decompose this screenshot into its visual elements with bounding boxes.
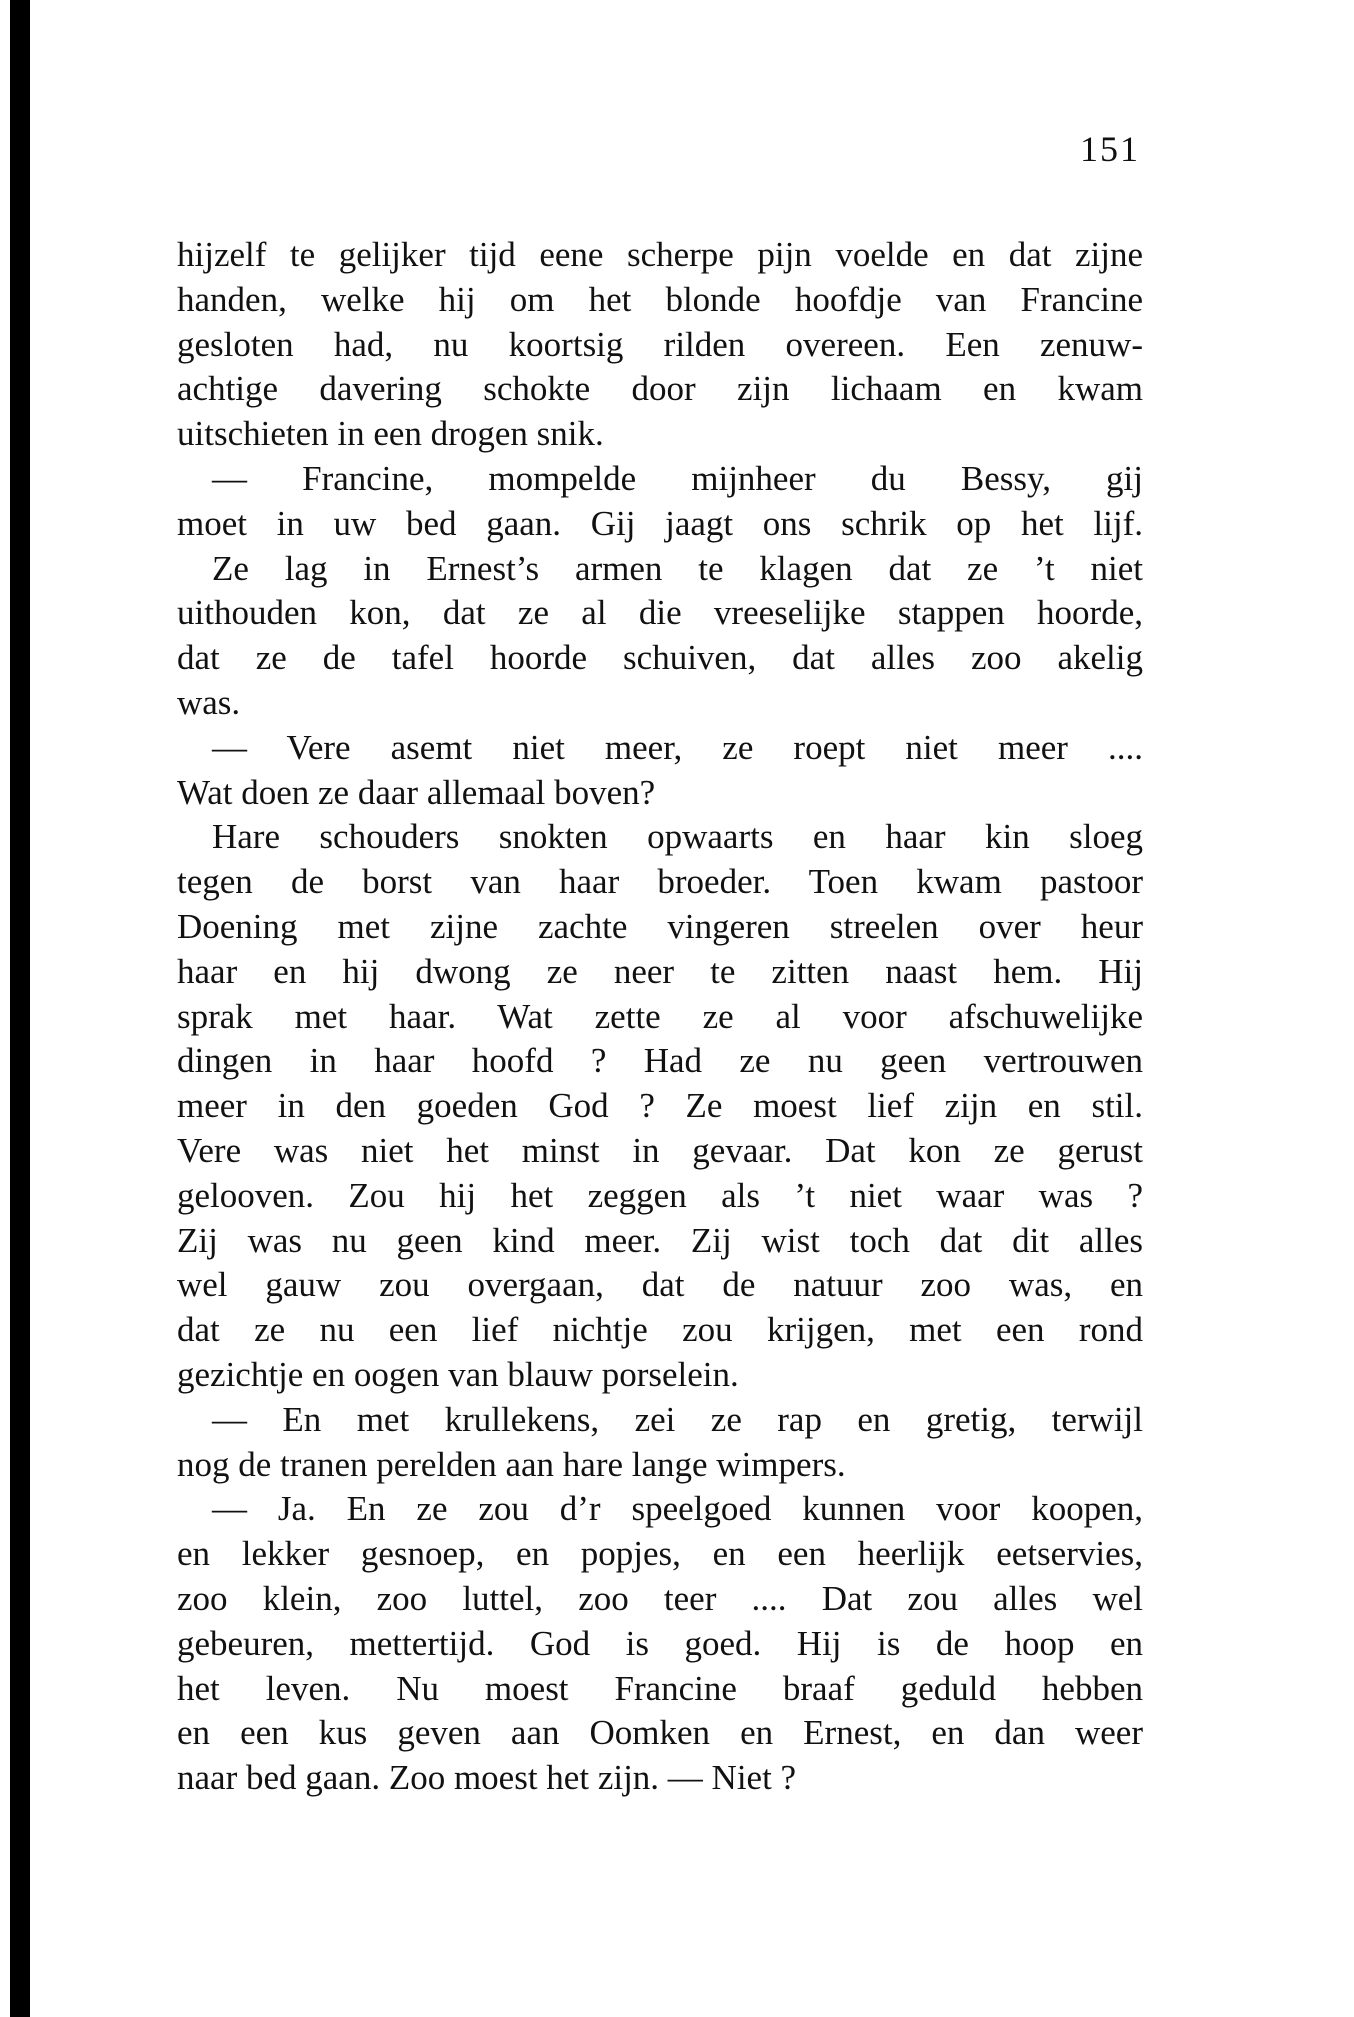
text-line: sprak met haar. Wat zette ze al voor afschuwelijke — [177, 996, 1143, 1036]
text-line: en een kus geven aan Oomken en Ernest, en dan weer — [177, 1713, 1143, 1753]
text-line: Hare schouders snokten opwaarts en haar kin sloeg — [212, 817, 1143, 857]
text-line: — Vere asemt niet meer, ze roept niet meer .... — [212, 727, 1143, 767]
text-line: naar bed gaan. Zoo moest het zijn. — Niet ? — [177, 1758, 797, 1798]
text-line: Wat doen ze daar allemaal boven? — [177, 772, 656, 812]
text-line: — Francine, mompelde mijnheer du Bessy, gij — [212, 459, 1143, 498]
text-line: gezichtje en oogen van blauw porselein. — [177, 1355, 739, 1394]
text-line: meer in den goeden God ? Ze moest lief zijn en stil. — [177, 1086, 1143, 1126]
text-line: Doening met zijne zachte vingeren streelen over heur — [177, 907, 1143, 946]
text-line: — En met krullekens, zei ze rap en gretig, terwijl — [212, 1399, 1143, 1439]
text-line: Zij was nu geen kind meer. Zij wist toch dat dit alles — [177, 1220, 1143, 1260]
text-line: nog de tranen perelden aan hare lange wimpers. — [177, 1444, 846, 1484]
text-line: dat ze de tafel hoorde schuiven, dat alles zoo akelig — [177, 638, 1143, 678]
text-line: Ze lag in Ernest’s armen te klagen dat ze ’t niet — [212, 548, 1143, 588]
text-line: en lekker gesnoep, en popjes, en een heerlijk eetservies, — [177, 1534, 1143, 1574]
text-line: zoo klein, zoo luttel, zoo teer .... Dat zou alles wel — [177, 1579, 1143, 1618]
text-line: moet in uw bed gaan. Gij jaagt ons schrik op het lijf. — [177, 503, 1143, 543]
text-line: gebeuren, mettertijd. God is goed. Hij is de hoop en — [177, 1623, 1143, 1663]
text-line: dat ze nu een lief nichtje zou krijgen, met een rond — [177, 1310, 1143, 1350]
text-line: gesloten had, nu koortsig rilden overeen. Een zenuw- — [177, 324, 1143, 364]
page-number: 151 — [1080, 129, 1140, 169]
text-line: uithouden kon, dat ze al die vreeselijke stappen hoorde, — [177, 593, 1143, 633]
text-line: gelooven. Zou hij het zeggen als ’t niet waar was ? — [177, 1175, 1143, 1215]
text-line: hijzelf te gelijker tijd eene scherpe pijn voelde en dat zijne — [177, 235, 1143, 274]
text-line: was. — [177, 683, 241, 722]
text-line: tegen de borst van haar broeder. Toen kwam pastoor — [177, 862, 1143, 902]
text-line: wel gauw zou overgaan, dat de natuur zoo was, en — [177, 1265, 1143, 1305]
scan-binding-edge — [10, 0, 30, 2017]
text-line: uitschieten in een drogen snik. — [177, 414, 604, 454]
text-line: achtige davering schokte door zijn lichaam en kwam — [177, 369, 1143, 409]
text-line: handen, welke hij om het blonde hoofdje van Francine — [177, 279, 1143, 319]
text-line: dingen in haar hoofd ? Had ze nu geen vertrouwen — [177, 1041, 1143, 1081]
text-line: Vere was niet het minst in gevaar. Dat kon ze gerust — [177, 1131, 1143, 1170]
text-line: het leven. Nu moest Francine braaf geduld hebben — [177, 1668, 1143, 1708]
text-line: — Ja. En ze zou d’r speelgoed kunnen voor koopen, — [212, 1489, 1143, 1529]
text-line: haar en hij dwong ze neer te zitten naast hem. Hij — [177, 951, 1143, 991]
